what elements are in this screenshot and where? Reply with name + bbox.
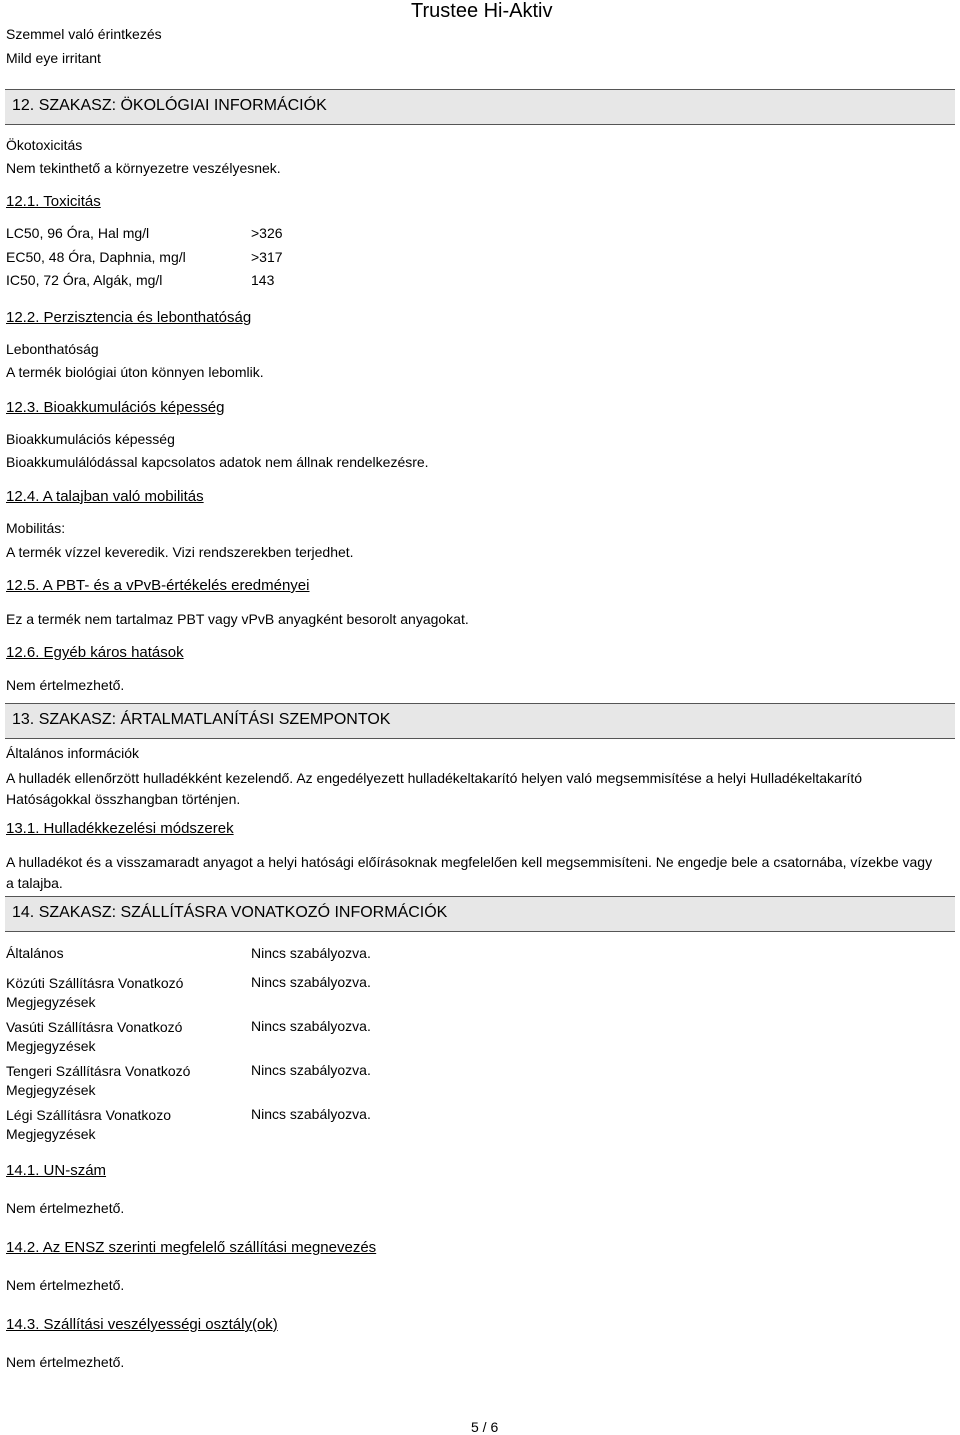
ecotox-text: Nem tekinthető a környezetre veszélyesnek.: [6, 160, 281, 176]
transport-label: Általános: [6, 945, 64, 961]
subsection-14-2: 14.2. Az ENSZ szerinti megfelelő szállítási megnevezés: [6, 1239, 377, 1256]
other-effects-text: Nem értelmezhető.: [6, 677, 125, 693]
skin-contact-label: Szemmel való érintkezés: [6, 26, 162, 42]
transport-label: Közúti Szállításra Vonatkozó Megjegyzések: [6, 975, 184, 1010]
subsection-12-6: 12.6. Egyéb káros hatások: [6, 644, 184, 661]
page-number: 5 / 6: [471, 1419, 499, 1435]
tox-row-label: EC50, 48 Óra, Daphnia, mg/l: [6, 249, 186, 265]
mobility-text: A termék vízzel keveredik. Vizi rendszerekben terjedhet.: [6, 544, 354, 560]
transport-value: Nincs szabályozva.: [251, 945, 371, 961]
degradability-text: A termék biológiai úton könnyen lebomlik.: [6, 364, 264, 380]
subsection-12-3: 12.3. Bioakkumulációs képesség: [6, 399, 225, 416]
degradability-label: Lebonthatóság: [6, 341, 99, 357]
subsection-14-1: 14.1. UN-szám: [6, 1162, 107, 1179]
tox-row-value: >326: [251, 225, 283, 241]
transport-label: Vasúti Szállításra Vonatkozó Megjegyzések: [6, 1019, 183, 1054]
transport-value: Nincs szabályozva.: [251, 974, 371, 990]
tox-row-value: 143: [251, 272, 275, 288]
disposal-methods-text: A hulladékot és a visszamaradt anyagot a helyi hatósági előírásoknak megfelelően kell megsemmisíteni. Ne engedje bele a csatornába, vízekbe vagy a talajba.: [6, 854, 933, 891]
tox-row-value: >317: [251, 249, 283, 265]
transport-value: Nincs szabályozva.: [251, 1018, 371, 1034]
subsection-12-5: 12.5. A PBT- és a vPvB-értékelés eredményei: [6, 577, 310, 594]
subsection-12-1: 12.1. Toxicitás: [6, 193, 101, 210]
un-number-text: Nem értelmezhető.: [6, 1200, 125, 1216]
tox-row-label: IC50, 72 Óra, Algák, mg/l: [6, 272, 163, 288]
skin-contact-value: Mild eye irritant: [6, 50, 101, 66]
subsection-14-3: 14.3. Szállítási veszélyességi osztály(ok): [6, 1316, 278, 1333]
bioaccumulation-label: Bioakkumulációs képesség: [6, 431, 175, 447]
tox-row-label: LC50, 96 Óra, Hal mg/l: [6, 225, 150, 241]
bioaccumulation-text: Bioakkumulálódással kapcsolatos adatok nem állnak rendelkezésre.: [6, 454, 429, 470]
section-14-header: [5, 896, 955, 932]
subsection-12-4: 12.4. A talajban való mobilitás: [6, 488, 204, 505]
transport-label: Tengeri Szállításra Vonatkozó Megjegyzések: [6, 1063, 191, 1098]
document-title: Trustee Hi-Aktiv: [411, 0, 553, 22]
hazard-class-text: Nem értelmezhető.: [6, 1354, 125, 1370]
mobility-label: Mobilitás:: [6, 520, 66, 536]
subsection-13-1: 13.1. Hulladékkezelési módszerek: [6, 820, 234, 837]
disposal-general-label: Általános információk: [6, 745, 140, 761]
transport-value: Nincs szabályozva.: [251, 1062, 371, 1078]
section-12-title: 12. SZAKASZ: ÖKOLÓGIAI INFORMÁCIÓK: [12, 97, 327, 114]
transport-value: Nincs szabályozva.: [251, 1106, 371, 1122]
ecotox-label: Ökotoxicitás: [6, 137, 83, 153]
shipping-name-text: Nem értelmezhető.: [6, 1277, 125, 1293]
transport-label: Légi Szállításra Vonatkozo Megjegyzések: [6, 1107, 171, 1142]
section-13-title: 13. SZAKASZ: ÁRTALMATLANÍTÁSI SZEMPONTOK: [12, 711, 391, 728]
subsection-12-2: 12.2. Perzisztencia és lebonthatóság: [6, 309, 252, 326]
section-14-title: 14. SZAKASZ: SZÁLLÍTÁSRA VONATKOZÓ INFORMÁCIÓK: [12, 904, 448, 921]
section-13-header: [5, 703, 955, 739]
section-12-header: [5, 89, 955, 125]
pbt-text: Ez a termék nem tartalmaz PBT vagy vPvB anyagként besorolt anyagokat.: [6, 611, 469, 627]
disposal-general-text: A hulladék ellenőrzött hulladékként kezelendő. Az engedélyezett hulladékeltakarító helyen való megsemmisítése a helyi Hulladékeltakarító Hatóságokkal összhangban történjen.: [6, 770, 863, 807]
